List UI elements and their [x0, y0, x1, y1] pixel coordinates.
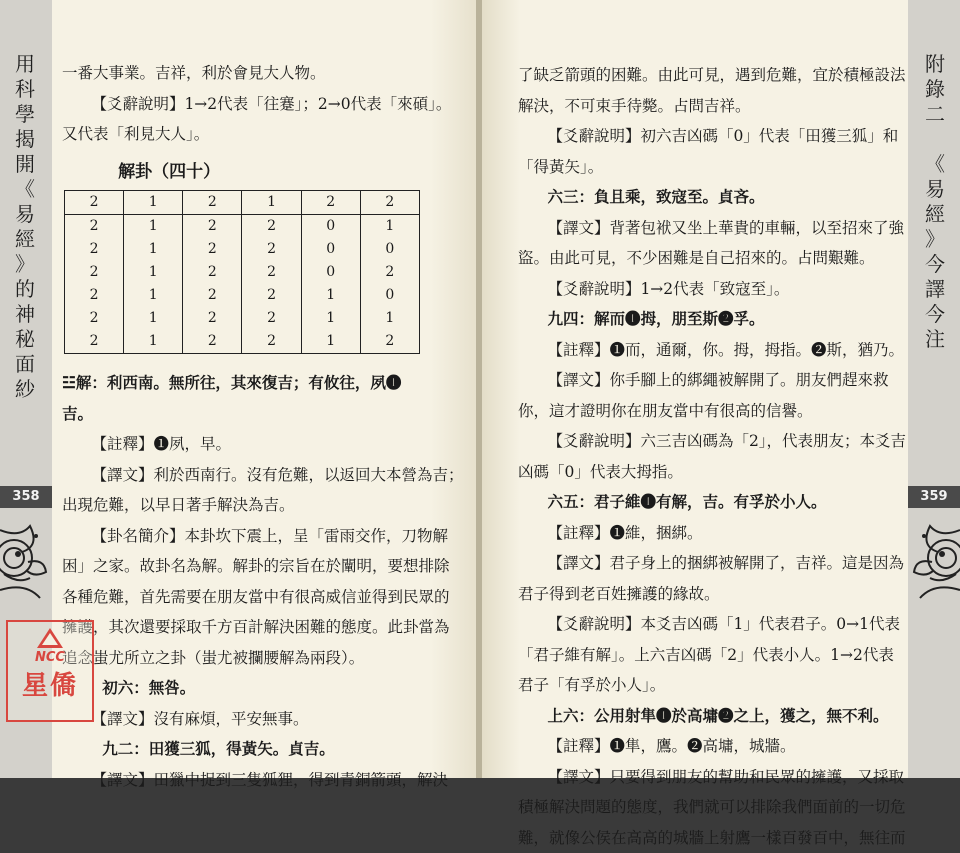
table-cell: 1	[124, 330, 183, 354]
table-cell: 2	[65, 191, 124, 215]
running-title-char: 》	[12, 252, 38, 277]
table-cell: 1	[360, 307, 419, 330]
dragon-ornament-icon	[908, 518, 960, 608]
left-line: 初六：無咎。	[62, 673, 472, 704]
running-title-char: 秘	[12, 327, 38, 352]
right-line: 上六：公用射隼❶於高墉❷之上，獲之，無不利。	[518, 701, 910, 732]
left-line: 各種危難，首先需要在朋友當中有很高威信並得到民眾的	[62, 582, 472, 613]
right-line: 盜。由此可見，不少困難是自己招來的。占問艱難。	[518, 243, 910, 274]
table-cell: 0	[301, 261, 360, 284]
right-line: 【譯文】背著包袱又坐上華貴的車輛，以至招來了強	[518, 213, 910, 244]
table-row	[65, 238, 420, 261]
table-cell: 2	[65, 284, 124, 307]
running-title-char: 紗	[12, 377, 38, 402]
table-cell: 0	[301, 215, 360, 239]
table-cell: 2	[65, 330, 124, 354]
table-row	[65, 261, 420, 284]
table-cell: 1	[124, 191, 183, 215]
left-page	[0, 0, 479, 778]
right-line: 君子得到老百姓擁護的緣故。	[518, 579, 910, 610]
left-line: 困」之家。故卦名為解。解卦的宗旨在於闡明，要想排除	[62, 551, 472, 582]
right-line: 「得黃矢」。	[518, 152, 910, 183]
table-cell: 0	[360, 238, 419, 261]
table-cell: 1	[124, 215, 183, 239]
ncc-watermark-stamp	[6, 620, 94, 722]
right-page	[482, 0, 960, 778]
left-line: 【譯文】沒有麻煩，平安無事。	[62, 704, 472, 735]
right-line: 解決，不可束手待斃。占問吉祥。	[518, 91, 910, 122]
table-row	[65, 330, 420, 354]
right-line: 【註釋】❶而，通爾，你。拇，拇指。❷斯，猶乃。	[518, 335, 910, 366]
table-cell: 2	[183, 307, 242, 330]
running-title-char: 二	[922, 102, 948, 127]
running-title-char: 經	[922, 202, 948, 227]
left-line: 【卦名簡介】本卦坎下震上，呈「雷雨交作，刀物解	[62, 521, 472, 552]
table-row	[65, 191, 420, 215]
right-line: 「君子維有解」。上六吉凶碼「2」代表小人。1→2代表	[518, 640, 910, 671]
running-title-char: 學	[12, 102, 38, 127]
right-body-text	[518, 60, 910, 853]
right-line: 了缺乏箭頭的困難。由此可見，遇到危難，宜於積極設法	[518, 60, 910, 91]
left-body-text-continued	[62, 368, 472, 795]
table-cell: 1	[124, 238, 183, 261]
table-row	[65, 215, 420, 239]
table-cell: 2	[301, 191, 360, 215]
left-line: 出現危難，以早日著手解決為吉。	[62, 490, 472, 521]
right-running-title	[922, 52, 948, 352]
left-line: 又代表「利見大人」。	[62, 119, 472, 150]
table-cell: 1	[242, 191, 301, 215]
table-cell: 2	[242, 215, 301, 239]
running-title-char: 經	[12, 227, 38, 252]
table-cell: 2	[360, 261, 419, 284]
table-cell: 2	[183, 284, 242, 307]
left-running-title	[12, 52, 38, 402]
running-title-char: 科	[12, 77, 38, 102]
table-cell: 0	[360, 284, 419, 307]
table-cell: 2	[183, 191, 242, 215]
table-cell: 0	[301, 238, 360, 261]
right-line: 【爻辭說明】本爻吉凶碼「1」代表君子。0→1代表	[518, 609, 910, 640]
table-cell: 1	[124, 307, 183, 330]
table-cell: 2	[65, 261, 124, 284]
running-title-char: 易	[12, 202, 38, 227]
right-line: 九四：解而❶拇，朋至斯❷孚。	[518, 304, 910, 335]
right-line: 凶碼「0」代表大拇指。	[518, 457, 910, 488]
table-cell: 2	[183, 238, 242, 261]
left-line: 【註釋】❶夙，早。	[62, 429, 472, 460]
running-title-char: 》	[922, 227, 948, 252]
table-cell: 2	[183, 330, 242, 354]
running-title-char: 用	[12, 52, 38, 77]
hexagram-code-table	[64, 190, 420, 354]
right-side-band	[908, 0, 960, 778]
table-cell: 2	[242, 284, 301, 307]
left-line: 擁護，其次還要採取千方百計解決困難的態度。此卦當為	[62, 612, 472, 643]
running-title-char: 易	[922, 177, 948, 202]
right-line: 【爻辭說明】初六吉凶碼「0」代表「田獲三狐」和	[518, 121, 910, 152]
table-cell: 2	[65, 307, 124, 330]
right-line: 【註釋】❶維，捆綁。	[518, 518, 910, 549]
left-line: 【譯文】田獵中捉到三隻狐狸，得到青銅箭頭，解決	[62, 765, 472, 796]
running-title-char	[922, 127, 948, 152]
right-line: 【譯文】你手腳上的綁繩被解開了。朋友們趕來救	[518, 365, 910, 396]
running-title-char: 附	[922, 52, 948, 77]
right-line: 君子「有孚於小人」。	[518, 670, 910, 701]
left-line: 追念蚩尤所立之卦（蚩尤被攔腰解為兩段）。	[62, 643, 472, 674]
running-title-char: 《	[12, 177, 38, 202]
table-cell: 2	[65, 215, 124, 239]
running-title-char: 神	[12, 302, 38, 327]
right-line: 你，這才證明你在朋友當中有很高的信譽。	[518, 396, 910, 427]
stamp-name-text: 星僑	[8, 665, 92, 702]
right-line: 難，就像公侯在高高的城牆上射鷹一樣百發百中，無往而	[518, 823, 910, 853]
running-title-char: 面	[12, 352, 38, 377]
left-page-number: 358	[0, 486, 52, 508]
right-line: 【爻辭說明】六三吉凶碼為「2」，代表朋友；本爻吉	[518, 426, 910, 457]
left-line: 一番大事業。吉祥，利於會見大人物。	[62, 58, 472, 89]
stamp-ncc-text: NCC	[8, 650, 92, 665]
triangle-icon	[37, 628, 63, 648]
running-title-char: 開	[12, 152, 38, 177]
table-cell: 2	[360, 191, 419, 215]
running-title-char: 今	[922, 252, 948, 277]
right-page-number: 359	[908, 486, 960, 508]
running-title-char: 錄	[922, 77, 948, 102]
right-line: 【譯文】只要得到朋友的幫助和民眾的擁護，又採取	[518, 762, 910, 793]
table-cell: 2	[183, 215, 242, 239]
left-line: 【爻辭說明】1→2代表「往蹇」；2→0代表「來碩」。	[62, 89, 472, 120]
table-cell: 1	[301, 284, 360, 307]
running-title-char: 《	[922, 152, 948, 177]
left-line: 【譯文】利於西南行。沒有危難，以返回大本營為吉；	[62, 460, 472, 491]
table-row	[65, 307, 420, 330]
running-title-char: 的	[12, 277, 38, 302]
running-title-char: 今	[922, 302, 948, 327]
right-line: 六五：君子維❶有解，吉。有孚於小人。	[518, 487, 910, 518]
hexagram-heading: 解卦（四十）	[62, 150, 472, 194]
table-cell: 2	[242, 330, 301, 354]
table-row	[65, 284, 420, 307]
right-line: 六三：負且乘，致寇至。貞吝。	[518, 182, 910, 213]
right-line: 【譯文】君子身上的捆綁被解開了，吉祥。這是因為	[518, 548, 910, 579]
left-line: ☳解：利西南。無所往，其來復吉；有攸往，夙❶	[62, 368, 472, 399]
left-line: 九二：田獲三狐，得黃矢。貞吉。	[62, 734, 472, 765]
right-line: 【爻辭說明】1→2代表「致寇至」。	[518, 274, 910, 305]
dragon-ornament-icon	[0, 518, 52, 608]
table-cell: 2	[242, 261, 301, 284]
left-line: 吉。	[62, 399, 472, 430]
table-cell: 2	[65, 238, 124, 261]
running-title-char: 譯	[922, 277, 948, 302]
table-cell: 1	[124, 284, 183, 307]
running-title-char: 揭	[12, 127, 38, 152]
table-cell: 2	[242, 238, 301, 261]
right-line: 【註釋】❶隼，鷹。❷高墉，城牆。	[518, 731, 910, 762]
table-cell: 2	[360, 330, 419, 354]
right-line: 積極解決問題的態度，我們就可以排除我們面前的一切危	[518, 792, 910, 823]
table-cell: 1	[124, 261, 183, 284]
table-cell: 1	[301, 330, 360, 354]
table-cell: 2	[242, 307, 301, 330]
running-title-char: 注	[922, 327, 948, 352]
table-cell: 1	[360, 215, 419, 239]
table-cell: 1	[301, 307, 360, 330]
table-cell: 2	[183, 261, 242, 284]
left-body-text	[62, 58, 472, 194]
